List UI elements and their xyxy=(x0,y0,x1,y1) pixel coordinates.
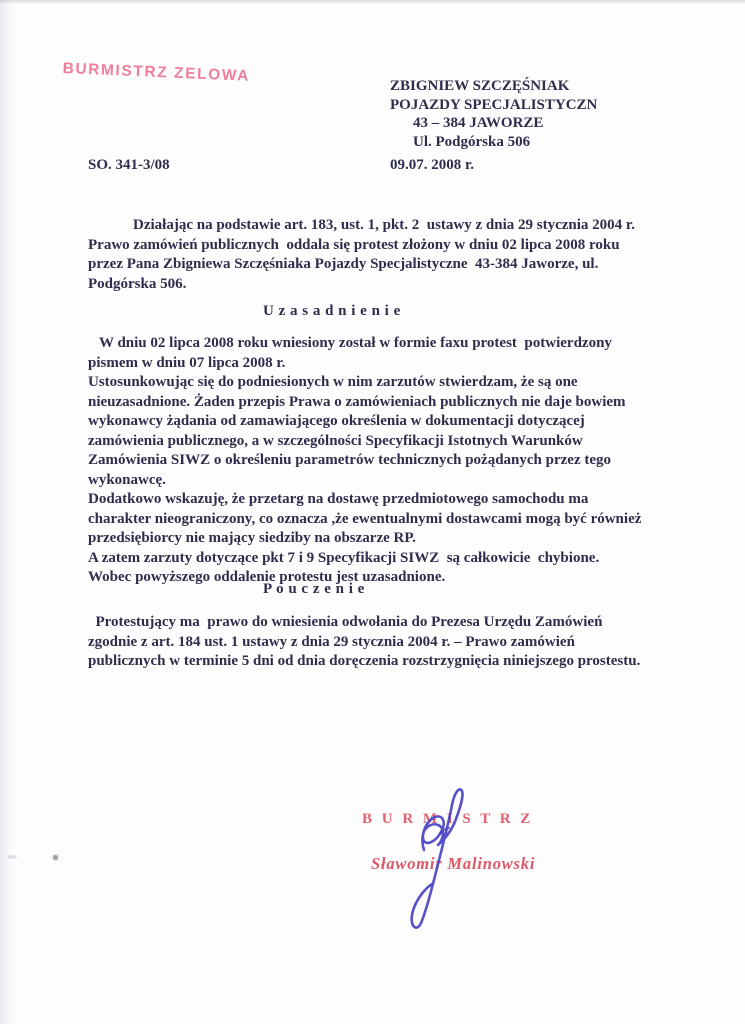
text-line: publicznych w terminie 5 dni od dnia doręczenia rozstrzygnięcia niniejszego prostestu. xyxy=(88,653,641,669)
pouczenie-paragraph xyxy=(88,613,708,672)
text-line: Dodatkowo wskazuję, że przetarg na dostawę przedmiotowego samochodu ma xyxy=(88,491,589,507)
text-line: A zatem zarzuty dotyczące pkt 7 i 9 Specyfikacji SIWZ są całkowicie chybione. xyxy=(88,549,600,566)
scan-speck-edge xyxy=(7,855,17,859)
text-line: Podgórska 506. xyxy=(88,275,187,292)
text-line: przedsiębiorcy nie mający siedziby na obszarze RP. xyxy=(88,530,416,546)
signatory-name-stamp: Sławomir Malinowski xyxy=(371,854,536,873)
text-line: W dniu 02 lipca 2008 roku wniesiony został w formie faxu protest potwierdzony xyxy=(88,335,612,351)
section-heading-pouczenie: P o u c z e n i e xyxy=(263,581,365,597)
text-line: Prawo zamówień publicznych oddala się protest złożony w dniu 02 lipca 2008 roku xyxy=(88,236,620,253)
handwritten-signature-ink xyxy=(396,786,484,938)
intro-paragraph xyxy=(88,216,708,294)
text-line: pismem w dniu 07 lipca 2008 r. xyxy=(88,354,286,371)
recipient-line: Ul. Podgórska 506 xyxy=(413,133,531,150)
recipient-line: ZBIGNIEW SZCZĘŚNIAK xyxy=(390,78,570,94)
text-line: Ustosunkowując się do podniesionych w nim zarzutów stwierdzam, że są one xyxy=(88,374,578,390)
recipient-block xyxy=(390,77,597,151)
text-line: wykonawcę. xyxy=(88,471,166,488)
scan-speck xyxy=(53,855,58,860)
text-line: wykonawcy żądania od zamawiającego określenia w dokumentacji dotyczącej xyxy=(88,413,585,429)
recipient-line: POJAZDY SPECJALISTYCZN xyxy=(390,96,598,113)
burmistrz-title-stamp: B U R M I S T R Z xyxy=(362,811,534,827)
text-line: Działając na podstawie art. 183, ust. 1, pkt. 2 ustawy z dnia 29 stycznia 2004 r. xyxy=(88,217,635,233)
text-line: zamówienia publicznego, a w szczególności Specyfikacji Istotnych Warunków xyxy=(88,432,583,449)
scan-edge-top xyxy=(0,0,745,4)
section-heading-uzasadnienie: U z a s a d n i e n i e xyxy=(263,303,401,319)
text-line: przez Pana Zbigniewa Szczęśniaka Pojazdy Specjalistyczne 43-384 Jaworze, ul. xyxy=(88,256,599,272)
sender-stamp: BURMISTRZ ZELOWA xyxy=(62,60,251,85)
text-line: nieuzasadnione. Żaden przepis Prawa o zamówieniach publicznych nie daje bowiem xyxy=(88,393,626,410)
letter-date: 09.07. 2008 r. xyxy=(390,157,475,173)
text-line: Zamówienia SIWZ o określeniu parametrów technicznych pożądanych przez tego xyxy=(88,452,612,468)
scan-edge-left xyxy=(0,0,16,1024)
text-line: Wobec powyższego oddalenie protestu jest uzasadnione. xyxy=(88,569,446,585)
uzasadnienie-paragraph xyxy=(88,334,708,588)
text-line: charakter nieograniczony, co oznacza ,że ewentualnymi dostawcami mogą być również xyxy=(88,510,642,527)
text-line: Protestujący ma prawo do wniesienia odwołania do Prezesa Urzędu Zamówień xyxy=(88,614,603,630)
recipient-line: 43 – 384 JAWORZE xyxy=(413,115,544,132)
reference-number: SO. 341-3/08 xyxy=(88,157,170,173)
text-line: zgodnie z art. 184 ust. 1 ustawy z dnia 29 stycznia 2004 r. – Prawo zamówień xyxy=(88,633,575,650)
